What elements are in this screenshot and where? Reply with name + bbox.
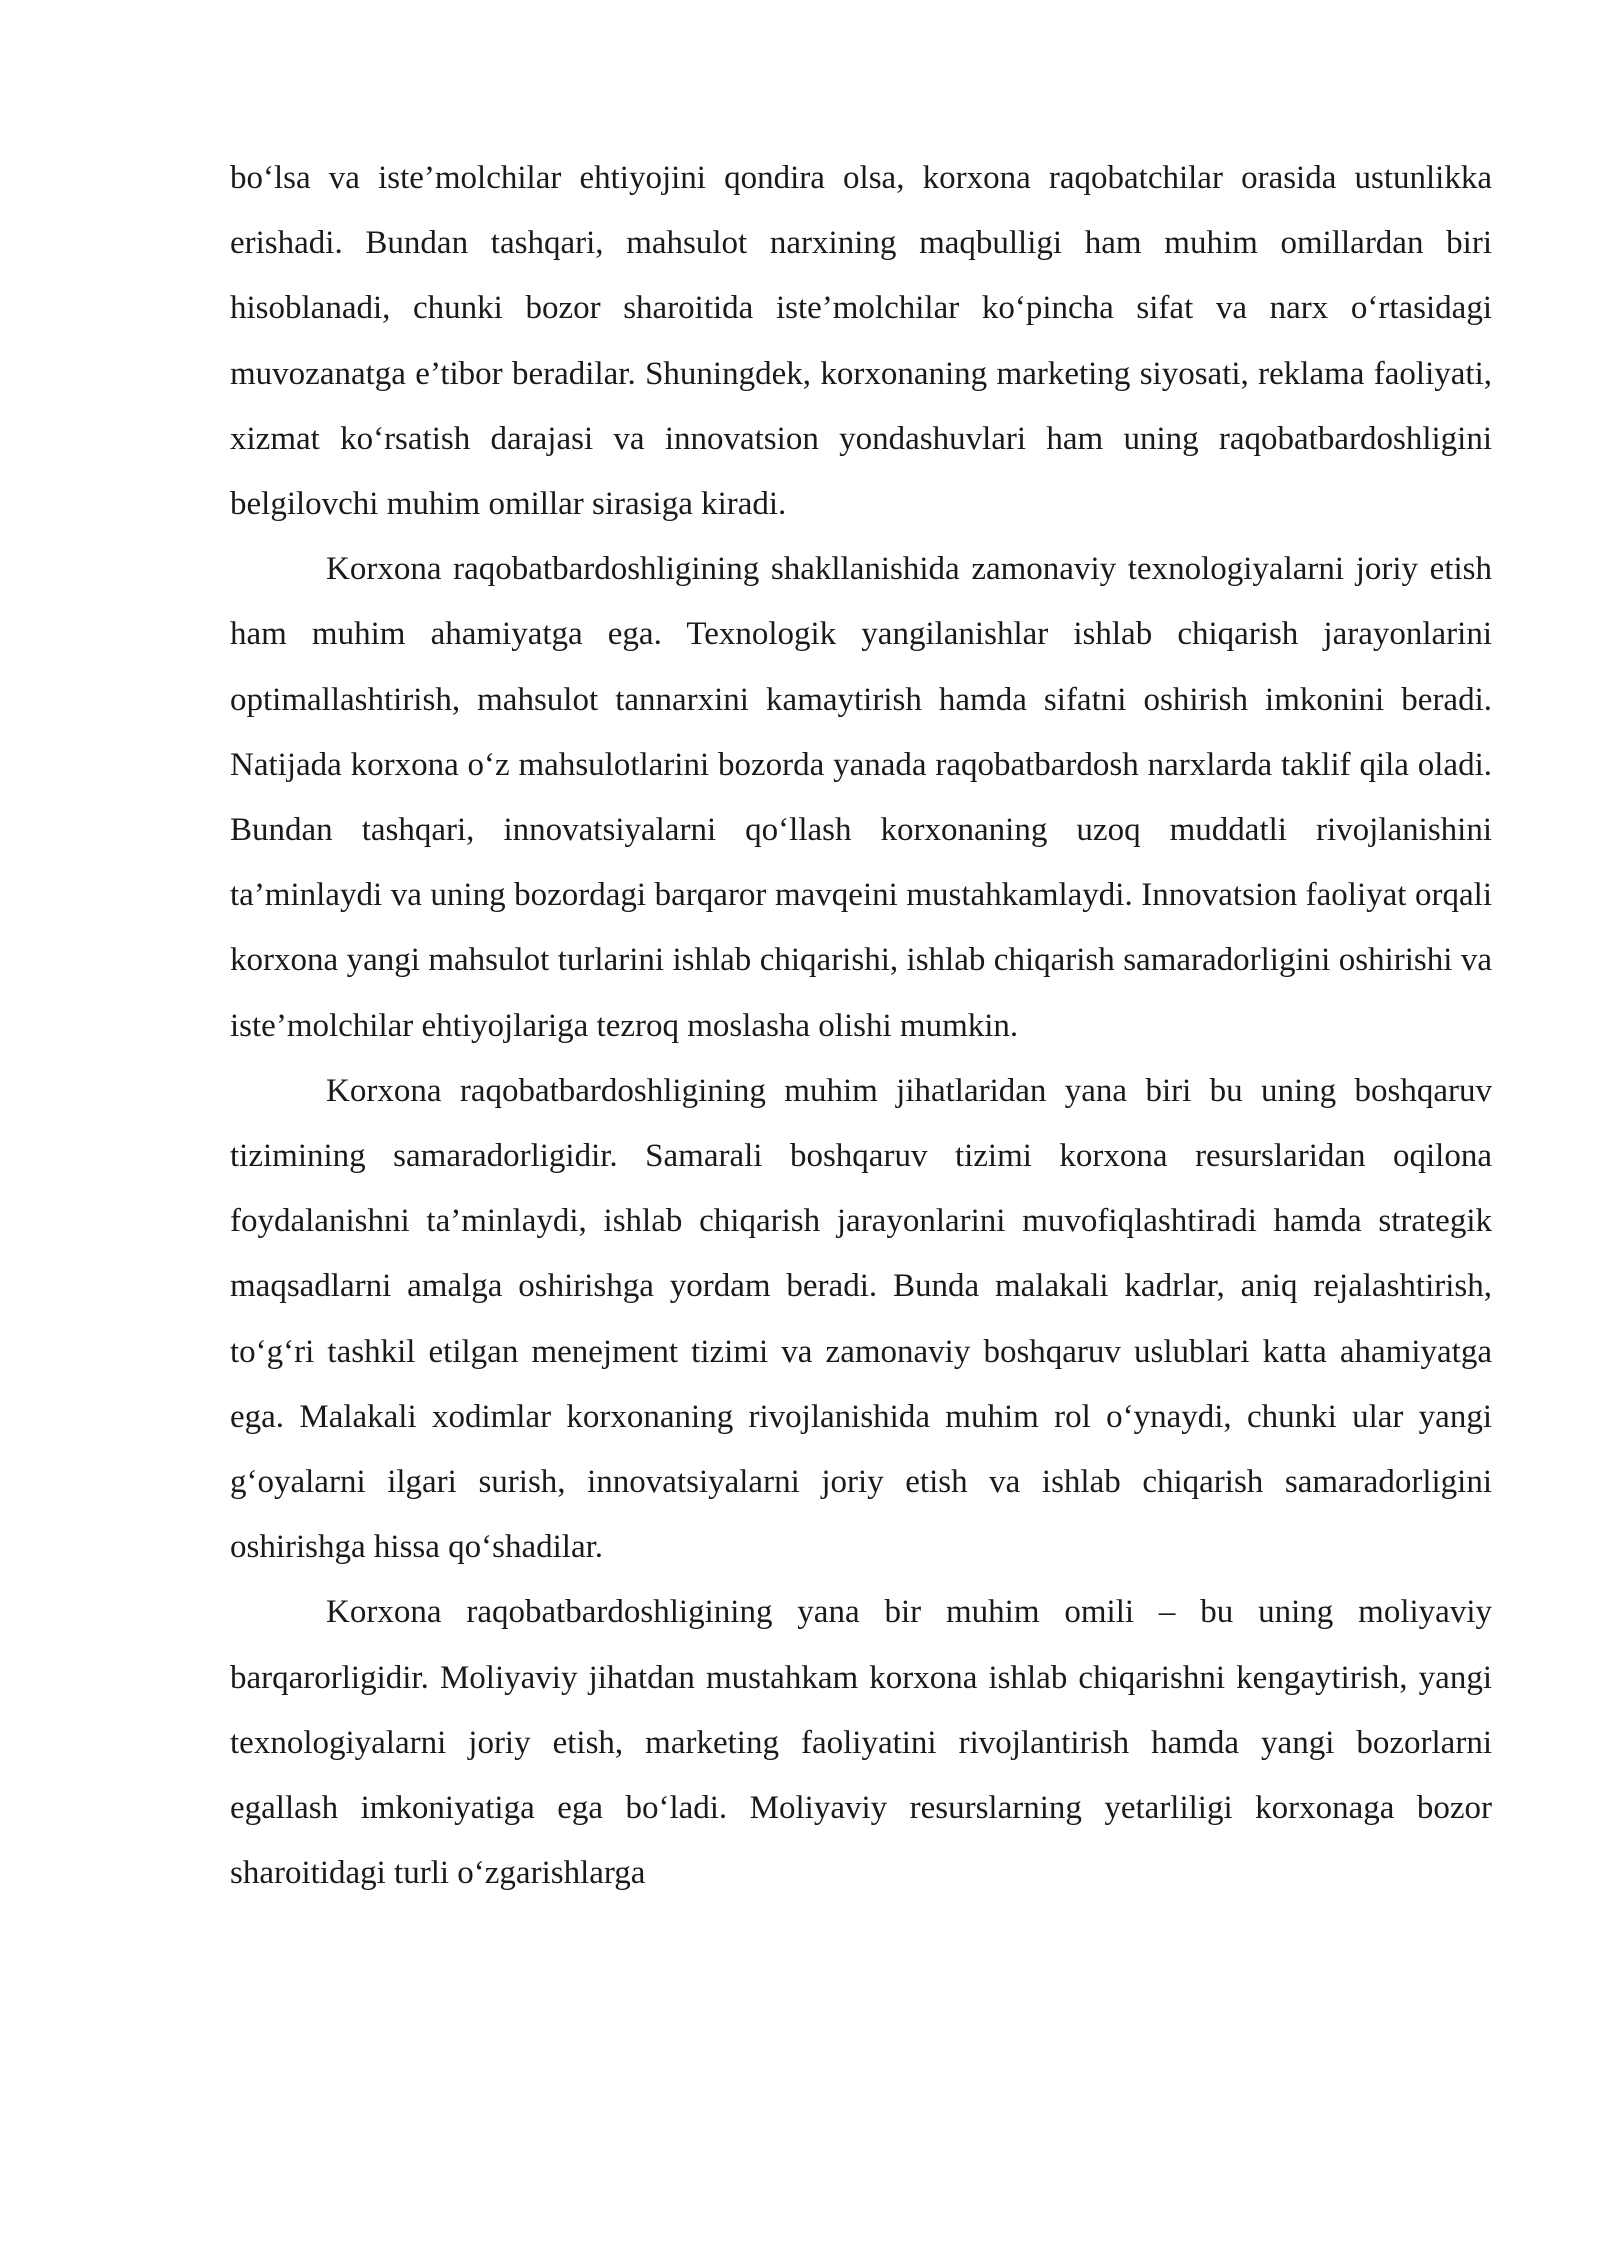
paragraph-1: bo‘lsa va iste’molchilar ehtiyojini qondira olsa, korxona raqobatchilar orasida ustunlikka erishadi. Bundan tashqari, mahsulot narxining maqbulligi ham muhim omillardan biri hisoblanadi, chunki bozor sharoitida iste’molchilar ko‘pincha sifat va narx o‘rtasidagi muvozanatga e’tibor beradilar. Shuningdek, korxonaning marketing siyosati, reklama faoliyati, xizmat ko‘rsatish darajasi va innovatsion yondashuvlari ham uning raqobatbardoshligini belgilovchi muhim omillar sirasiga kiradi. — [230, 160, 1492, 523]
document-page — [230, 146, 1492, 1906]
paragraph-3: Korxona raqobatbardoshligining muhim jihatlaridan yana biri bu uning boshqaruv tizimining samaradorligidir. Samarali boshqaruv tizimi korxona resurslaridan oqilona foydalanishni ta’minlaydi, ishlab chiqarish jarayonlarini muvofiqlashtiradi hamda strategik maqsadlarni amalga oshirishga yordam beradi. Bunda malakali kadrlar, aniq rejalashtirish, to‘g‘ri tashkil etilgan menejment tizimi va zamonaviy boshqaruv uslublari katta ahamiyatga ega. Malakali xodimlar korxonaning rivojlanishida muhim rol o‘ynaydi, chunki ular yangi g‘oyalarni ilgari surish, innovatsiyalarni joriy etish va ishlab chiqarish samaradorligini oshirishga hissa qo‘shadilar. — [230, 1072, 1492, 1566]
paragraph-2: Korxona raqobatbardoshligining shakllanishida zamonaviy texnologiyalarni joriy etish ham muhim ahamiyatga ega. Texnologik yangilanishlar ishlab chiqarish jarayonlarini optimallashtirish, mahsulot tannarxini kamaytirish hamda sifatni oshirish imkonini beradi. Natijada korxona o‘z mahsulotlarini bozorda yanada raqobatbardosh narxlarda taklif qila oladi. Bundan tashqari, innovatsiyalarni qo‘llash korxonaning uzoq muddatli rivojlanishini ta’minlaydi va uning bozordagi barqaror mavqeini mustahkamlaydi. Innovatsion faoliyat orqali korxona yangi mahsulot turlarini ishlab chiqarishi, ishlab chiqarish samaradorligini oshirishi va iste’molchilar ehtiyojlariga tezroq moslasha olishi mumkin. — [230, 551, 1492, 1044]
paragraph-4: Korxona raqobatbardoshligining yana bir muhim omili – bu uning moliyaviy barqarorligidir. Moliyaviy jihatdan mustahkam korxona ishlab chiqarishni kengaytirish, yangi texnologiyalarni joriy etish, marketing faoliyatini rivojlantirish hamda yangi bozorlarni egallash imkoniyatiga ega bo‘ladi. Moliyaviy resurslarning yetarliligi korxonaga bozor sharoitidagi turli o‘zgarishlarga — [230, 1594, 1492, 1892]
